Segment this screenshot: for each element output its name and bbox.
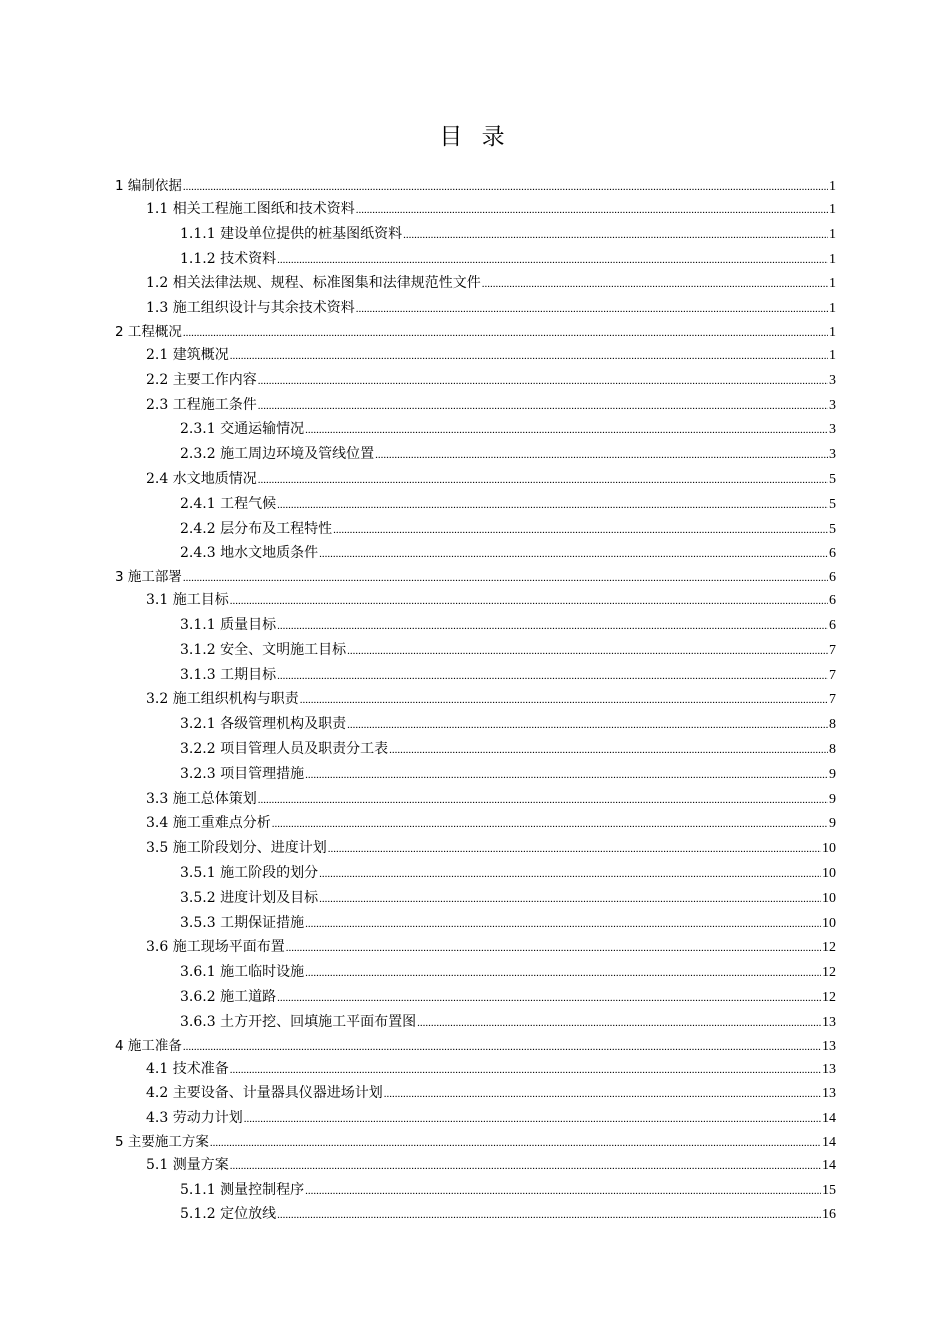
dot-leader bbox=[183, 175, 828, 198]
toc-entry-label: 3.4 施工重难点分析 bbox=[146, 815, 271, 832]
toc-entry[interactable] bbox=[115, 517, 836, 542]
toc-entry[interactable] bbox=[115, 393, 836, 418]
toc-entry-page: 3 bbox=[829, 372, 836, 388]
dot-leader bbox=[183, 566, 828, 589]
toc-entry-label: 4 施工准备 bbox=[115, 1037, 182, 1054]
toc-entry-label: 4.3 劳动力计划 bbox=[146, 1110, 243, 1127]
toc-entry-label: 2.3 工程施工条件 bbox=[146, 396, 257, 413]
toc-entry-page: 13 bbox=[822, 1038, 836, 1054]
toc-entry-page: 1 bbox=[829, 251, 836, 267]
toc-entry-page: 1 bbox=[829, 226, 836, 242]
toc-entry-label: 1 编制依据 bbox=[115, 178, 182, 194]
toc-entry-page: 12 bbox=[822, 940, 836, 956]
toc-entry-page: 12 bbox=[822, 989, 836, 1005]
toc-entry[interactable] bbox=[115, 1202, 836, 1227]
toc-entry-page: 6 bbox=[829, 546, 836, 562]
toc-entry-label: 1.1.1 建设单位提供的桩基图纸资料 bbox=[180, 225, 403, 242]
toc-entry-label: 3.5.2 进度计划及目标 bbox=[180, 889, 319, 906]
toc-entry-label: 3.2.1 各级管理机构及职责 bbox=[180, 716, 347, 733]
toc-entry-label: 3.5 施工阶段划分、进度计划 bbox=[146, 840, 327, 857]
toc-entry[interactable] bbox=[115, 811, 836, 836]
dot-leader bbox=[347, 712, 828, 738]
toc-entry-label: 2.1 建筑概况 bbox=[146, 346, 229, 363]
dot-leader bbox=[258, 467, 828, 493]
toc-entry[interactable] bbox=[115, 712, 836, 737]
dot-leader bbox=[389, 737, 828, 763]
toc-entry-page: 10 bbox=[822, 890, 836, 906]
toc-entry-label: 2.4 水文地质情况 bbox=[146, 470, 257, 487]
dot-leader bbox=[319, 886, 821, 912]
toc-entry-page: 10 bbox=[822, 915, 836, 931]
dot-leader bbox=[258, 787, 828, 813]
dot-leader bbox=[210, 1131, 821, 1154]
toc-entry-label: 4.1 技术准备 bbox=[146, 1060, 229, 1077]
toc-entry-page: 6 bbox=[829, 617, 836, 633]
toc-entry-label: 3.6.2 施工道路 bbox=[180, 988, 277, 1005]
toc-entry-page: 5 bbox=[829, 471, 836, 487]
toc-entry[interactable] bbox=[115, 1081, 836, 1106]
toc-entry-label: 3 施工部署 bbox=[115, 569, 182, 586]
dot-leader bbox=[183, 321, 828, 344]
dot-leader bbox=[286, 935, 821, 961]
toc-entry-page: 3 bbox=[829, 397, 836, 413]
toc-entry[interactable] bbox=[115, 762, 836, 787]
toc-entry[interactable] bbox=[115, 271, 836, 296]
toc-entry-label: 3.3 施工总体策划 bbox=[146, 790, 257, 807]
toc-entry[interactable] bbox=[115, 588, 836, 613]
dot-leader bbox=[244, 1106, 821, 1132]
toc-entry-label: 2 工程概况 bbox=[115, 323, 182, 340]
toc-entry[interactable] bbox=[115, 687, 836, 712]
toc-entry-label: 2.4.2 层分布及工程特性 bbox=[180, 520, 333, 537]
toc-entry-label: 2.3.2 施工周边环境及管线位置 bbox=[180, 446, 375, 463]
toc-entry-page: 1 bbox=[829, 202, 836, 217]
toc-entry[interactable] bbox=[115, 1153, 836, 1178]
toc-entry-page: 1 bbox=[829, 301, 836, 317]
toc-entry[interactable] bbox=[115, 836, 836, 861]
toc-entry-label: 3.2.2 项目管理人员及职责分工表 bbox=[180, 740, 389, 757]
dot-leader bbox=[305, 1178, 821, 1204]
toc-entry-page: 15 bbox=[822, 1182, 836, 1198]
dot-leader bbox=[300, 687, 828, 713]
dot-leader bbox=[328, 836, 821, 862]
toc-entry[interactable] bbox=[115, 911, 836, 936]
toc-entry-page: 7 bbox=[829, 692, 836, 708]
dot-leader bbox=[384, 1081, 821, 1107]
dot-leader bbox=[356, 197, 828, 223]
toc-entry-page: 5 bbox=[829, 496, 836, 512]
toc-entry[interactable] bbox=[115, 1131, 836, 1153]
toc-entry[interactable] bbox=[115, 541, 836, 566]
toc-entry-page: 16 bbox=[822, 1207, 836, 1223]
dot-leader bbox=[305, 762, 828, 788]
toc-entry[interactable] bbox=[115, 1178, 836, 1203]
dot-leader bbox=[277, 663, 828, 689]
toc-entry-label: 3.1.1 质量目标 bbox=[180, 616, 277, 633]
toc-entry[interactable] bbox=[115, 638, 836, 663]
dot-leader bbox=[183, 1035, 821, 1058]
toc-entry-label: 3.6.1 施工临时设施 bbox=[180, 964, 305, 981]
toc-entry[interactable] bbox=[115, 985, 836, 1010]
toc-entry[interactable] bbox=[115, 737, 836, 762]
toc-entry[interactable] bbox=[115, 935, 836, 960]
dot-leader bbox=[347, 638, 828, 664]
toc-entry-page: 7 bbox=[829, 667, 836, 683]
table-of-contents bbox=[115, 175, 836, 1227]
dot-leader bbox=[277, 492, 828, 518]
toc-entry[interactable] bbox=[115, 442, 836, 467]
dot-leader bbox=[277, 985, 821, 1011]
toc-entry-label: 5.1.1 测量控制程序 bbox=[180, 1181, 305, 1198]
toc-entry[interactable] bbox=[115, 566, 836, 588]
toc-entry[interactable] bbox=[115, 1010, 836, 1035]
dot-leader bbox=[356, 296, 828, 322]
dot-leader bbox=[482, 271, 828, 297]
toc-entry-label: 1.1.2 技术资料 bbox=[180, 250, 277, 267]
dot-leader bbox=[403, 222, 828, 248]
toc-entry-page: 14 bbox=[822, 1111, 836, 1127]
toc-entry[interactable] bbox=[115, 960, 836, 985]
dot-leader bbox=[258, 393, 828, 419]
toc-entry[interactable] bbox=[115, 321, 836, 343]
toc-entry[interactable] bbox=[115, 1106, 836, 1131]
toc-entry-page: 12 bbox=[822, 965, 836, 981]
toc-entry-label: 5.1 测量方案 bbox=[146, 1156, 229, 1173]
toc-entry[interactable] bbox=[115, 467, 836, 492]
dot-leader bbox=[230, 1057, 821, 1083]
dot-leader bbox=[258, 368, 828, 394]
dot-leader bbox=[319, 861, 821, 887]
toc-entry-label: 1.3 施工组织设计与其余技术资料 bbox=[146, 300, 355, 317]
toc-entry-label: 3.5.1 施工阶段的划分 bbox=[180, 864, 319, 881]
dot-leader bbox=[319, 541, 828, 567]
dot-leader bbox=[375, 442, 828, 468]
toc-entry-label: 3.1.3 工期目标 bbox=[180, 666, 277, 683]
toc-entry[interactable] bbox=[115, 417, 836, 442]
toc-entry-page: 3 bbox=[829, 422, 836, 438]
toc-entry-label: 3.6 施工现场平面布置 bbox=[146, 939, 285, 956]
toc-entry-label: 4.2 主要设备、计量器具仪器进场计划 bbox=[146, 1085, 383, 1102]
toc-entry[interactable] bbox=[115, 222, 836, 247]
toc-entry[interactable] bbox=[115, 787, 836, 812]
toc-entry-label: 3.1.2 安全、文明施工目标 bbox=[180, 641, 347, 658]
toc-entry-page: 13 bbox=[822, 1061, 836, 1077]
dot-leader bbox=[277, 613, 828, 639]
toc-entry[interactable] bbox=[115, 247, 836, 272]
dot-leader bbox=[230, 343, 828, 369]
dot-leader bbox=[277, 1202, 821, 1228]
toc-entry-label: 2.3.1 交通运输情况 bbox=[180, 421, 305, 438]
toc-entry-page: 1 bbox=[829, 324, 836, 340]
toc-entry-label: 1.2 相关法律法规、规程、标准图集和法律规范性文件 bbox=[146, 275, 481, 292]
dot-leader bbox=[305, 417, 828, 443]
toc-entry-page: 6 bbox=[829, 593, 836, 609]
toc-entry-page: 1 bbox=[829, 347, 836, 363]
toc-entry-label: 3.6.3 土方开挖、回填施工平面布置图 bbox=[180, 1013, 417, 1030]
dot-leader bbox=[277, 247, 828, 273]
toc-title: 目 录 bbox=[439, 124, 511, 150]
toc-entry[interactable] bbox=[115, 492, 836, 517]
toc-entry[interactable] bbox=[115, 1035, 836, 1057]
toc-entry[interactable] bbox=[115, 197, 836, 222]
dot-leader bbox=[230, 588, 828, 614]
toc-entry-page: 14 bbox=[822, 1157, 836, 1173]
toc-entry[interactable] bbox=[115, 175, 836, 197]
toc-entry[interactable] bbox=[115, 613, 836, 638]
toc-entry-label: 2.4.3 地水文地质条件 bbox=[180, 545, 319, 562]
toc-entry-page: 14 bbox=[822, 1134, 836, 1150]
toc-entry-page: 13 bbox=[822, 1086, 836, 1102]
dot-leader bbox=[417, 1010, 821, 1036]
toc-entry-page: 3 bbox=[829, 447, 836, 463]
toc-entry-label: 2.4.1 工程气候 bbox=[180, 495, 277, 512]
dot-leader bbox=[333, 517, 828, 543]
toc-entry[interactable] bbox=[115, 886, 836, 911]
toc-entry[interactable] bbox=[115, 1057, 836, 1082]
dot-leader bbox=[230, 1153, 821, 1179]
toc-entry-label: 5.1.2 定位放线 bbox=[180, 1206, 277, 1223]
dot-leader bbox=[305, 960, 821, 986]
toc-entry-page: 8 bbox=[829, 741, 836, 757]
toc-entry[interactable] bbox=[115, 861, 836, 886]
toc-entry-label: 3.5.3 工期保证措施 bbox=[180, 914, 305, 931]
toc-entry-page: 1 bbox=[829, 179, 836, 194]
toc-entry-page: 10 bbox=[822, 841, 836, 857]
toc-entry-page: 9 bbox=[829, 766, 836, 782]
toc-entry-label: 3.1 施工目标 bbox=[146, 592, 229, 609]
dot-leader bbox=[272, 811, 828, 837]
toc-entry[interactable] bbox=[115, 663, 836, 688]
toc-entry-page: 6 bbox=[829, 570, 836, 586]
toc-entry-page: 7 bbox=[829, 642, 836, 658]
toc-entry[interactable] bbox=[115, 296, 836, 321]
toc-entry-label: 2.2 主要工作内容 bbox=[146, 371, 257, 388]
toc-entry-page: 8 bbox=[829, 717, 836, 733]
toc-entry-page: 9 bbox=[829, 816, 836, 832]
toc-entry-page: 10 bbox=[822, 865, 836, 881]
toc-entry-page: 1 bbox=[829, 276, 836, 292]
toc-entry-label: 3.2 施工组织机构与职责 bbox=[146, 691, 299, 708]
toc-entry[interactable] bbox=[115, 343, 836, 368]
toc-entry-page: 9 bbox=[829, 791, 836, 807]
toc-entry-label: 5 主要施工方案 bbox=[115, 1133, 209, 1150]
dot-leader bbox=[305, 911, 821, 937]
toc-entry-page: 5 bbox=[829, 521, 836, 537]
toc-entry[interactable] bbox=[115, 368, 836, 393]
toc-entry-label: 1.1 相关工程施工图纸和技术资料 bbox=[146, 201, 355, 217]
toc-entry-page: 13 bbox=[822, 1014, 836, 1030]
toc-entry-label: 3.2.3 项目管理措施 bbox=[180, 765, 305, 782]
